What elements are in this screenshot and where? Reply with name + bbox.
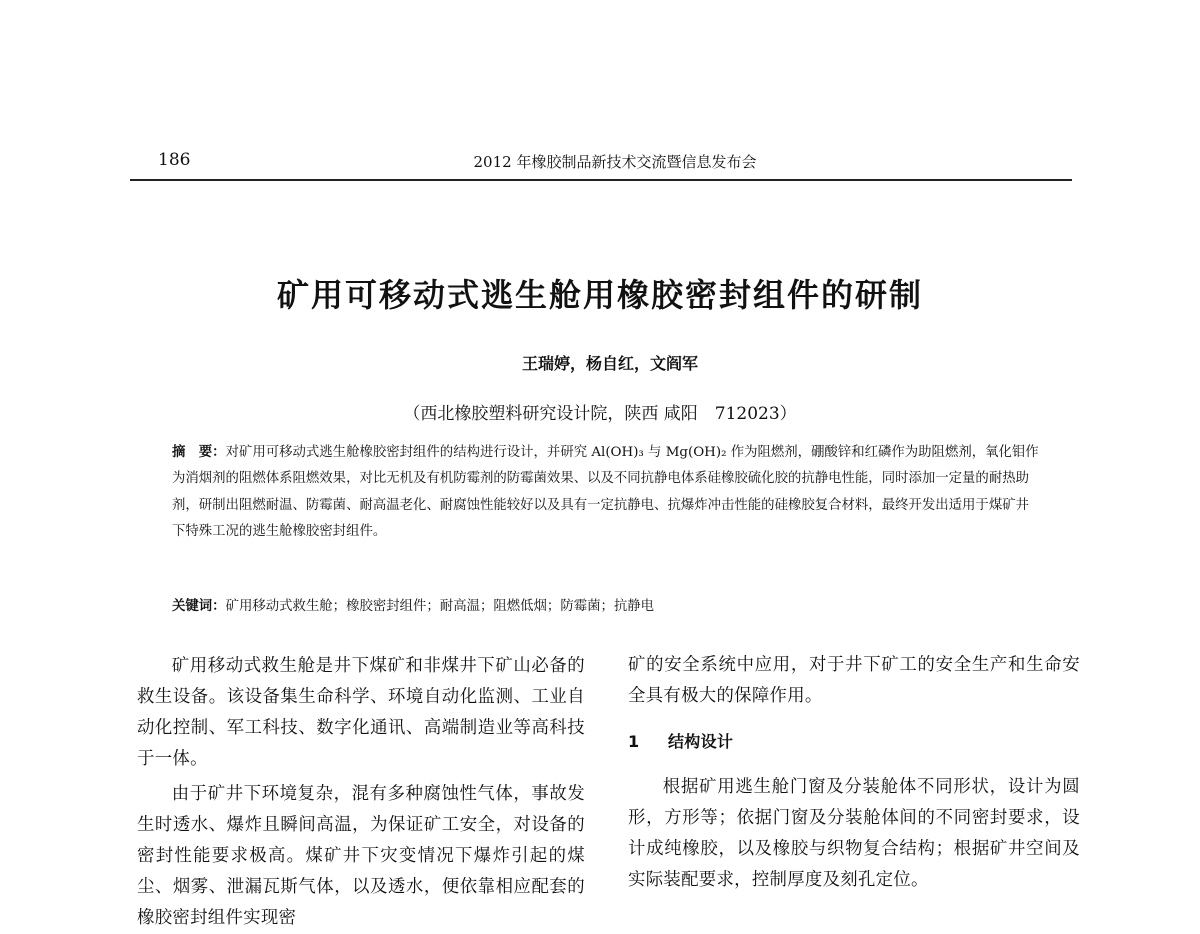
- section-title: 结构设计: [668, 732, 734, 751]
- paper-authors: 王瑞婷，杨自红，文阎军: [521, 354, 698, 373]
- abstract-label: 摘 要：: [172, 445, 226, 460]
- running-title: 2012 年橡胶制品新技术交流暨信息发布会: [473, 153, 757, 171]
- abstract: [172, 440, 1040, 546]
- body-paragraph: 矿用移动式救生舱是井下煤矿和非煤井下矿山必备的救生设备。该设备集生命科学、环境自动化监测、工业自动化控制、军工科技、数字化通讯、高端制造业等高科技于一体。: [137, 656, 585, 769]
- body-left-column: [137, 651, 585, 934]
- paper-title: 矿用可移动式逃生舱用橡胶密封组件的研制: [276, 276, 923, 314]
- section-number: 1: [628, 732, 640, 751]
- page-number: 186: [158, 150, 191, 170]
- abstract-text: 对矿用可移动式逃生舱橡胶密封组件的结构进行设计，并研究 Al(OH)₃ 与 Mg(OH)₂ 作为阻燃剂，硼酸锌和红磷作为助阻燃剂，氧化钼作为消烟剂的阻燃体系阻燃效果，对比无机及有机防霉剂的防霉菌效果、以及不同抗静电体系硅橡胶硫化胶的抗静电性能，同时添加一定量的耐热助剂，研制出阻燃耐温、防霉菌、耐高温老化、耐腐蚀性能较好以及具有一定抗静电、抗爆炸冲击性能的硅橡胶复合材料，最终开发出适用于煤矿井下特殊工况的逃生舱橡胶密封组件。: [172, 445, 1039, 540]
- keywords-label: 关键词：: [172, 599, 226, 614]
- body-paragraph: 矿的安全系统中应用，对于井下矿工的安全生产和生命安全具有极大的保障作用。: [628, 655, 1080, 706]
- body-right-column: [628, 650, 1080, 896]
- keywords: [172, 594, 1040, 620]
- section-heading: [628, 726, 1080, 757]
- body-paragraph: 由于矿井下环境复杂，混有多种腐蚀性气体，事故发生时透水、爆炸且瞬间高温，为保证矿工安全，对设备的密封性能要求极高。煤矿井下灾变情况下爆炸引起的煤尘、烟雾、泄漏瓦斯气体，以及透水，便依靠相应配套的橡胶密封组件实现密: [137, 784, 585, 928]
- body-paragraph: 根据矿用逃生舱门窗及分装舱体不同形状，设计为圆形，方形等；依据门窗及分装舱体间的不同密封要求，设计成纯橡胶，以及橡胶与织物复合结构；根据矿井空间及实际装配要求，控制厚度及刻孔定位。: [628, 777, 1080, 890]
- keywords-text: 矿用移动式救生舱；橡胶密封组件；耐高温；阻燃低烟；防霉菌；抗静电: [225, 599, 655, 614]
- paper-affiliation: （西北橡胶塑料研究设计院，陕西 咸阳 712023）: [403, 404, 797, 424]
- header-rule: [130, 179, 1072, 181]
